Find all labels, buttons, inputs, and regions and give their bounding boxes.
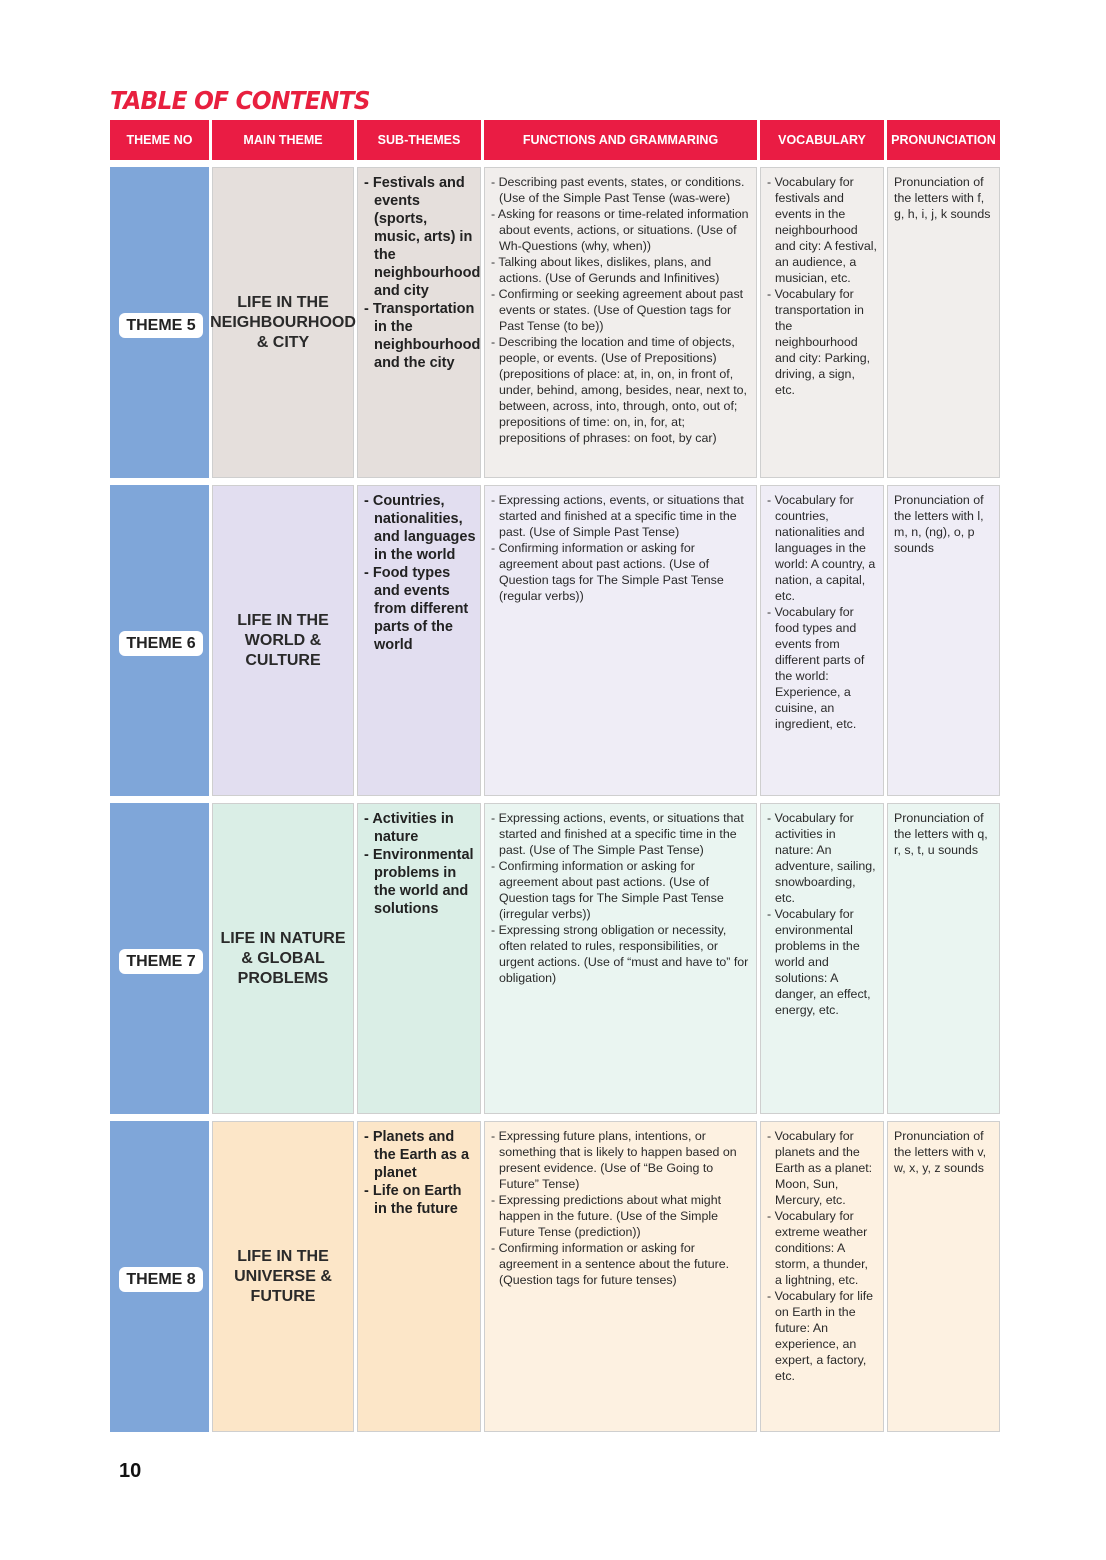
header-theme-no: THEME NO [110, 120, 209, 160]
theme-number-cell [110, 485, 209, 796]
header-pronunciation: PRONUNCIATION [887, 120, 1000, 160]
vocabulary-item: - Vocabulary for food types and events from different parts of the world: Experience, a cuisine, an ingredient, etc. [767, 605, 865, 731]
vocabulary-item: - Vocabulary for activities in nature: An adventure, sailing, snowboarding, etc. [767, 811, 876, 905]
sub-themes-cell [357, 803, 481, 1114]
functions-cell [484, 1121, 757, 1432]
theme-number-cell [110, 1121, 209, 1432]
main-theme-text: LIFE IN THE NEIGHBOURHOOD & CITY [210, 293, 356, 351]
sub-theme-item: - Life on Earth in the future [364, 1183, 462, 1217]
header-main-theme: MAIN THEME [212, 120, 354, 160]
vocabulary-item: - Vocabulary for life on Earth in the future: An experience, an expert, a factory, etc. [767, 1289, 874, 1383]
theme-label: THEME 8 [119, 1267, 203, 1292]
function-item: - Confirming information or asking for agreement about past actions. (Use of Question tags for The Simple Past Tense (irregular verbs)) [491, 859, 724, 921]
sub-themes-cell [357, 1121, 481, 1432]
functions-cell [484, 803, 757, 1114]
pronunciation-cell: Pronunciation of the letters with f, g, h, i, j, k sounds [887, 167, 1000, 478]
theme-number-cell [110, 167, 209, 478]
main-theme-cell [212, 803, 354, 1114]
vocabulary-item: - Vocabulary for extreme weather conditions: A storm, a thunder, a lightning, etc. [767, 1209, 868, 1287]
vocabulary-item: - Vocabulary for countries, nationalities and languages in the world: A country, a nation, a capital, etc. [767, 493, 876, 603]
pronunciation-cell: Pronunciation of the letters with q, r, s, t, u sounds [887, 803, 1000, 1114]
main-theme-cell [212, 167, 354, 478]
theme-label: THEME 7 [119, 949, 203, 974]
page-title: TABLE OF CONTENTS [110, 86, 370, 115]
sub-theme-item: - Environmental problems in the world and solutions [364, 847, 474, 917]
sub-theme-item: - Transportation in the neighbourhood and the city [364, 301, 481, 371]
main-theme-cell [212, 1121, 354, 1432]
sub-theme-item: - Festivals and events (sports, music, arts) in the neighbourhood and city [364, 175, 481, 299]
sub-theme-item: - Countries, nationalities, and languages in the world [364, 493, 476, 563]
main-theme-text: LIFE IN NATURE & GLOBAL PROBLEMS [220, 929, 346, 987]
function-item: - Talking about likes, dislikes, plans, and actions. (Use of Gerunds and Infinitives) [491, 255, 720, 285]
vocabulary-cell [760, 1121, 884, 1432]
page-number: 10 [119, 1460, 142, 1482]
main-theme-text: LIFE IN THE WORLD & CULTURE [237, 611, 329, 669]
pronunciation-cell: Pronunciation of the letters with l, m, n, (ng), o, p sounds [887, 485, 1000, 796]
function-item: - Describing the location and time of objects, people, or events. (Use of Prepositions) (prepositions of place: at, in, on, in front of, under, behind, among, besides, near, next to, between, across, into, through, onto, out of; prepositions of time: on, in, for, at; prepositions of phrases: on foot, by car) [491, 335, 747, 445]
sub-theme-item: - Food types and events from different parts of the world [364, 565, 469, 653]
theme-label: THEME 6 [119, 631, 203, 656]
theme-number-cell [110, 803, 209, 1114]
vocabulary-cell [760, 803, 884, 1114]
function-item: - Expressing actions, events, or situations that started and finished at a specific time in the past. (Use of Simple Past Tense) [491, 493, 744, 539]
theme-label: THEME 5 [119, 313, 203, 338]
vocabulary-cell [760, 167, 884, 478]
main-theme-cell [212, 485, 354, 796]
function-item: - Expressing future plans, intentions, or something that is likely to happen based on present evidence. (Use of “Be Going to Future” Tense) [491, 1129, 737, 1191]
function-item: - Expressing predictions about what might happen in the future. (Use of the Simple Future Tense (prediction)) [491, 1193, 722, 1239]
pronunciation-cell: Pronunciation of the letters with v, w, x, y, z sounds [887, 1121, 1000, 1432]
vocabulary-item: - Vocabulary for festivals and events in the neighbourhood and city: A festival, an audience, a musician, etc. [767, 175, 877, 285]
vocabulary-item: - Vocabulary for environmental problems in the world and solutions: A danger, an effect, energy, etc. [767, 907, 871, 1017]
sub-theme-item: - Planets and the Earth as a planet [364, 1129, 470, 1181]
functions-cell [484, 167, 757, 478]
function-item: - Confirming or seeking agreement about past events or states. (Use of Question tags for Past Tense (to be)) [491, 287, 744, 333]
vocabulary-cell [760, 485, 884, 796]
sub-themes-cell [357, 167, 481, 478]
sub-themes-cell [357, 485, 481, 796]
function-item: - Confirming information or asking for agreement about past actions. (Use of Question tags for The Simple Past Tense (regular verbs)) [491, 541, 724, 603]
function-item: - Asking for reasons or time-related information about events, actions, or situations. (Use of Wh-Questions (why, when)) [491, 207, 749, 253]
main-theme-text: LIFE IN THE UNIVERSE & FUTURE [234, 1247, 332, 1305]
function-item: - Confirming information or asking for agreement in a sentence about the future. (Question tags for future tenses) [491, 1241, 730, 1287]
function-item: - Expressing strong obligation or necessity, often related to rules, responsibilities, or urgent actions. (Use of “must and have to” for obligation) [491, 923, 749, 985]
header-functions: FUNCTIONS AND GRAMMARING [484, 120, 757, 160]
vocabulary-item: - Vocabulary for planets and the Earth as a planet: Moon, Sun, Mercury, etc. [767, 1129, 873, 1207]
functions-cell [484, 485, 757, 796]
sub-theme-item: - Activities in nature [364, 811, 454, 845]
vocabulary-item: - Vocabulary for transportation in the neighbourhood and city: Parking, driving, a sign, etc. [767, 287, 871, 397]
header-sub-themes: SUB-THEMES [357, 120, 481, 160]
function-item: - Describing past events, states, or conditions. (Use of the Simple Past Tense (was-were) [491, 175, 745, 205]
header-vocabulary: VOCABULARY [760, 120, 884, 160]
function-item: - Expressing actions, events, or situations that started and finished at a specific time in the past. (Use of The Simple Past Tense) [491, 811, 744, 857]
